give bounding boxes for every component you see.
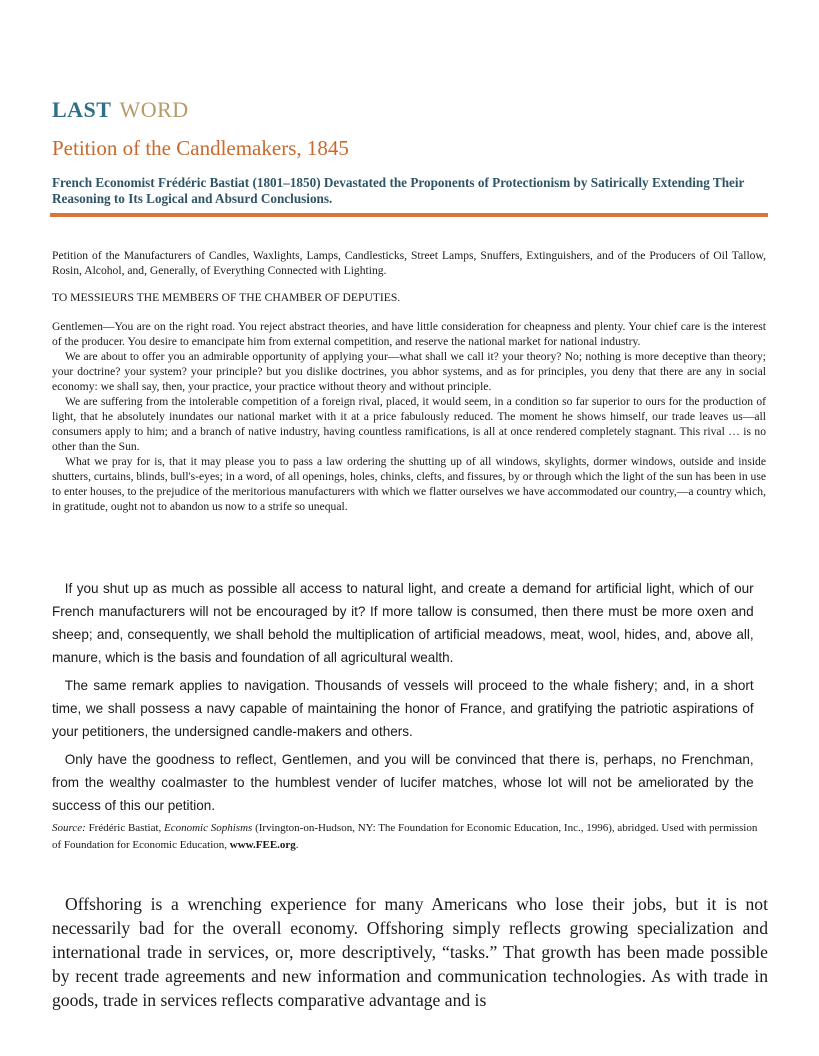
petition-body-continued (52, 577, 754, 822)
article-subtitle: French Economist Frédéric Bastiat (1801–1850) Devastated the Proponents of Protectionism by Satirically Extending Their Reasoning to Its Logical and Absurd Conclusions. (52, 175, 745, 206)
source-rest: (Irvington-on-Hudson, NY: The Foundation for Economic Education, Inc., 1996), abridged. Used with permission of Foundation for Economic Education, (52, 822, 758, 851)
paragraph: If you shut up as much as possible all access to natural light, and create a demand for artificial light, which of our French manufacturers will not be encouraged by it? If more tallow is consumed, then there must be more oxen and sheep; and, consequently, we shall behold the multiplication of artificial meadows, meat, wool, hides, and, above all, manure, which is the basis and foundation of all agricultural wealth. (52, 581, 754, 665)
article-title: Petition of the Candlemakers, 1845 (52, 136, 349, 160)
petition-intro (52, 248, 766, 278)
paragraph: We are suffering from the intolerable competition of a foreign rival, placed, it would seem, in a condition so far superior to ours for the production of light, that he absolutely inundates our national market with it at a price fabulously reduced. The moment he shows himself, our trade leaves us—all consumers apply to him; and a branch of native industry, having countless ramifications, is all at once rendered completely stagnant. This rival … is no other than the Sun. (52, 395, 766, 453)
section-kicker (52, 97, 189, 123)
paragraph: We are about to offer you an admirable opportunity of applying your—what shall we call it? your theory? No; nothing is more deceptive than theory; your doctrine? your system? your principle? but you dislike doctrines, you abhor systems, and as for principles, you deny that there are any in social economy: we shall say, then, your practice, your practice without theory and without principle. (52, 350, 766, 393)
address-text: TO MESSIEURS THE MEMBERS OF THE CHAMBER OF DEPUTIES. (52, 291, 401, 304)
kicker-word: WORD (119, 97, 189, 122)
source-label: Source: (52, 822, 86, 834)
petition-address (52, 290, 766, 305)
source-url[interactable]: www.FEE.org (229, 839, 296, 851)
kicker-last: LAST (52, 97, 112, 122)
paragraph: What we pray for is, that it may please you to pass a law ordering the shutting up of all windows, skylights, dormer windows, outside and inside shutters, curtains, blinds, bull's-eyes; in a word, of all openings, holes, chinks, clefts, and fissures, by or through which the light of the sun has been in use to enter houses, to the prejudice of the meritorious manufacturers with which we flatter ourselves we have accommodated our country,—a country which, in gratitude, ought not to abandon us now to a strife so unequal. (52, 455, 766, 513)
divider-rule (50, 213, 768, 217)
paragraph: Offshoring is a wrenching experience for many Americans who lose their jobs, but it is not necessarily bad for the overall economy. Offshoring simply reflects growing specialization and international trade in services, or, more descriptively, “tasks.” That growth has been made possible by recent trade agreements and new information and communication technologies. As with trade in goods, trade in services reflects comparative advantage and is (52, 894, 768, 1010)
source-note (52, 820, 768, 854)
paragraph: Only have the goodness to reflect, Gentlemen, and you will be convinced that there is, perhaps, no Frenchman, from the wealthy coalmaster to the humblest vender of lucifer matches, whose lot will not be ameliorated by the success of this our petition. (52, 752, 754, 813)
intro-text: Petition of the Manufacturers of Candles, Waxlights, Lamps, Candlesticks, Street Lamps, Snuffers, Extinguishers, and of the Producers of Oil Tallow, Rosin, Alcohol, and, Generally, of Everything Connected with Lighting. (52, 249, 766, 277)
paragraph: Gentlemen—You are on the right road. You reject abstract theories, and have little consideration for cheapness and plenty. Your chief care is the interest of the producer. You desire to emancipate him from external competition, and reserve the national market for national industry. (52, 320, 766, 348)
closing-text (52, 892, 768, 1012)
paragraph: The same remark applies to navigation. Thousands of vessels will proceed to the whale fishery; and, in a short time, we shall possess a navy capable of maintaining the honor of France, and gratifying the patriotic aspirations of your petitioners, the undersigned candle-makers and others. (52, 678, 754, 739)
petition-body (52, 319, 766, 514)
source-author: Frédéric Bastiat, (85, 822, 165, 834)
source-end: . (295, 839, 299, 851)
source-book: Economic Sophisms (164, 822, 253, 834)
